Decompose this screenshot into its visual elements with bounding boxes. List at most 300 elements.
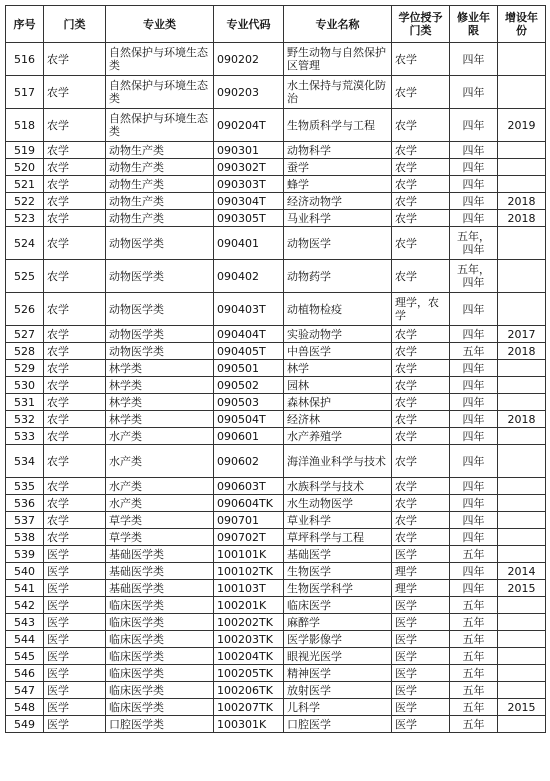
cell-name: 临床医学 bbox=[284, 597, 392, 614]
cell-code: 090403T bbox=[214, 293, 284, 326]
cell-years: 五年 bbox=[450, 343, 498, 360]
cell-no: 529 bbox=[6, 360, 44, 377]
cell-category: 医学 bbox=[44, 716, 106, 733]
cell-category: 农学 bbox=[44, 326, 106, 343]
cell-category: 农学 bbox=[44, 293, 106, 326]
table-row bbox=[6, 326, 546, 343]
cell-years: 五年 bbox=[450, 648, 498, 665]
cell-code: 100301K bbox=[214, 716, 284, 733]
cell-name: 放射医学 bbox=[284, 682, 392, 699]
cell-class: 自然保护与环境生态类 bbox=[106, 43, 214, 76]
table-row bbox=[6, 682, 546, 699]
cell-name: 林学 bbox=[284, 360, 392, 377]
cell-category: 农学 bbox=[44, 210, 106, 227]
cell-code: 090401 bbox=[214, 227, 284, 260]
cell-name: 生物医学科学 bbox=[284, 580, 392, 597]
cell-code: 090702T bbox=[214, 529, 284, 546]
table-row bbox=[6, 478, 546, 495]
cell-category: 农学 bbox=[44, 394, 106, 411]
cell-category: 农学 bbox=[44, 227, 106, 260]
cell-name: 眼视光医学 bbox=[284, 648, 392, 665]
cell-year-added bbox=[498, 716, 546, 733]
table-row bbox=[6, 699, 546, 716]
cell-code: 100101K bbox=[214, 546, 284, 563]
cell-class: 水产类 bbox=[106, 428, 214, 445]
cell-years: 四年 bbox=[450, 176, 498, 193]
table-row bbox=[6, 512, 546, 529]
cell-category: 医学 bbox=[44, 699, 106, 716]
cell-years: 五年 bbox=[450, 682, 498, 699]
cell-name: 蚕学 bbox=[284, 159, 392, 176]
cell-years: 五年 bbox=[450, 546, 498, 563]
cell-name: 儿科学 bbox=[284, 699, 392, 716]
cell-years: 四年 bbox=[450, 210, 498, 227]
table-row bbox=[6, 260, 546, 293]
cell-code: 090301 bbox=[214, 142, 284, 159]
cell-no: 540 bbox=[6, 563, 44, 580]
cell-years: 五年，四年 bbox=[450, 227, 498, 260]
cell-category: 医学 bbox=[44, 665, 106, 682]
cell-years: 五年 bbox=[450, 597, 498, 614]
table-body bbox=[6, 43, 546, 733]
cell-no: 524 bbox=[6, 227, 44, 260]
cell-year-added bbox=[498, 159, 546, 176]
cell-degree: 农学 bbox=[392, 43, 450, 76]
cell-years: 五年，四年 bbox=[450, 260, 498, 293]
cell-no: 548 bbox=[6, 699, 44, 716]
cell-name: 麻醉学 bbox=[284, 614, 392, 631]
table-row bbox=[6, 665, 546, 682]
cell-degree: 农学 bbox=[392, 377, 450, 394]
table-row bbox=[6, 76, 546, 109]
cell-degree: 医学 bbox=[392, 631, 450, 648]
table-row bbox=[6, 529, 546, 546]
table-row bbox=[6, 43, 546, 76]
cell-class: 自然保护与环境生态类 bbox=[106, 109, 214, 142]
cell-degree: 医学 bbox=[392, 665, 450, 682]
cell-year-added: 2018 bbox=[498, 193, 546, 210]
cell-degree: 农学 bbox=[392, 109, 450, 142]
cell-category: 农学 bbox=[44, 142, 106, 159]
cell-class: 林学类 bbox=[106, 394, 214, 411]
cell-class: 林学类 bbox=[106, 377, 214, 394]
cell-code: 100205TK bbox=[214, 665, 284, 682]
cell-name: 动物药学 bbox=[284, 260, 392, 293]
cell-class: 草学类 bbox=[106, 529, 214, 546]
table-row bbox=[6, 142, 546, 159]
cell-code: 090601 bbox=[214, 428, 284, 445]
cell-name: 马业科学 bbox=[284, 210, 392, 227]
cell-degree: 医学 bbox=[392, 597, 450, 614]
table-row bbox=[6, 293, 546, 326]
cell-degree: 理学 bbox=[392, 580, 450, 597]
cell-years: 四年 bbox=[450, 563, 498, 580]
cell-no: 544 bbox=[6, 631, 44, 648]
cell-degree: 农学 bbox=[392, 76, 450, 109]
cell-year-added: 2018 bbox=[498, 210, 546, 227]
cell-class: 基础医学类 bbox=[106, 580, 214, 597]
cell-year-added: 2015 bbox=[498, 699, 546, 716]
cell-name: 经济林 bbox=[284, 411, 392, 428]
table-row bbox=[6, 631, 546, 648]
cell-no: 536 bbox=[6, 495, 44, 512]
cell-class: 临床医学类 bbox=[106, 682, 214, 699]
cell-category: 医学 bbox=[44, 563, 106, 580]
table-header bbox=[6, 6, 546, 43]
cell-degree: 农学 bbox=[392, 478, 450, 495]
header-category: 门类 bbox=[44, 6, 106, 43]
cell-year-added bbox=[498, 546, 546, 563]
cell-code: 090302T bbox=[214, 159, 284, 176]
cell-degree: 农学 bbox=[392, 142, 450, 159]
cell-year-added bbox=[498, 631, 546, 648]
cell-degree: 医学 bbox=[392, 546, 450, 563]
cell-code: 090503 bbox=[214, 394, 284, 411]
cell-no: 538 bbox=[6, 529, 44, 546]
cell-years: 五年 bbox=[450, 631, 498, 648]
cell-no: 528 bbox=[6, 343, 44, 360]
cell-code: 100102TK bbox=[214, 563, 284, 580]
cell-years: 四年 bbox=[450, 159, 498, 176]
cell-year-added bbox=[498, 614, 546, 631]
cell-name: 实验动物学 bbox=[284, 326, 392, 343]
cell-year-added bbox=[498, 648, 546, 665]
cell-years: 四年 bbox=[450, 360, 498, 377]
cell-category: 农学 bbox=[44, 377, 106, 394]
cell-year-added bbox=[498, 529, 546, 546]
cell-year-added: 2015 bbox=[498, 580, 546, 597]
cell-no: 547 bbox=[6, 682, 44, 699]
cell-year-added bbox=[498, 495, 546, 512]
cell-no: 527 bbox=[6, 326, 44, 343]
cell-year-added bbox=[498, 428, 546, 445]
cell-year-added bbox=[498, 512, 546, 529]
cell-name: 动植物检疫 bbox=[284, 293, 392, 326]
cell-class: 水产类 bbox=[106, 495, 214, 512]
cell-degree: 农学 bbox=[392, 445, 450, 478]
header-degree: 学位授予门类 bbox=[392, 6, 450, 43]
cell-degree: 农学 bbox=[392, 176, 450, 193]
cell-degree: 农学 bbox=[392, 394, 450, 411]
cell-years: 四年 bbox=[450, 478, 498, 495]
cell-name: 水族科学与技术 bbox=[284, 478, 392, 495]
majors-table bbox=[5, 5, 546, 733]
cell-years: 四年 bbox=[450, 193, 498, 210]
cell-class: 临床医学类 bbox=[106, 631, 214, 648]
cell-degree: 医学 bbox=[392, 614, 450, 631]
table-row bbox=[6, 614, 546, 631]
cell-degree: 农学 bbox=[392, 411, 450, 428]
cell-class: 动物生产类 bbox=[106, 193, 214, 210]
cell-name: 草业科学 bbox=[284, 512, 392, 529]
cell-name: 海洋渔业科学与技术 bbox=[284, 445, 392, 478]
cell-name: 生物医学 bbox=[284, 563, 392, 580]
table-row bbox=[6, 176, 546, 193]
cell-class: 林学类 bbox=[106, 360, 214, 377]
cell-years: 四年 bbox=[450, 43, 498, 76]
cell-degree: 医学 bbox=[392, 716, 450, 733]
cell-no: 519 bbox=[6, 142, 44, 159]
cell-no: 542 bbox=[6, 597, 44, 614]
cell-name: 精神医学 bbox=[284, 665, 392, 682]
cell-category: 医学 bbox=[44, 546, 106, 563]
table-row bbox=[6, 428, 546, 445]
cell-name: 园林 bbox=[284, 377, 392, 394]
cell-code: 090204T bbox=[214, 109, 284, 142]
cell-degree: 医学 bbox=[392, 682, 450, 699]
cell-category: 医学 bbox=[44, 597, 106, 614]
table-row bbox=[6, 411, 546, 428]
cell-code: 090502 bbox=[214, 377, 284, 394]
cell-class: 临床医学类 bbox=[106, 597, 214, 614]
cell-no: 534 bbox=[6, 445, 44, 478]
cell-year-added: 2018 bbox=[498, 343, 546, 360]
cell-no: 520 bbox=[6, 159, 44, 176]
cell-no: 546 bbox=[6, 665, 44, 682]
cell-name: 基础医学 bbox=[284, 546, 392, 563]
cell-year-added bbox=[498, 227, 546, 260]
cell-no: 522 bbox=[6, 193, 44, 210]
header-name: 专业名称 bbox=[284, 6, 392, 43]
cell-no: 535 bbox=[6, 478, 44, 495]
cell-code: 090404T bbox=[214, 326, 284, 343]
cell-class: 动物医学类 bbox=[106, 260, 214, 293]
table-row bbox=[6, 546, 546, 563]
cell-degree: 农学 bbox=[392, 193, 450, 210]
cell-year-added bbox=[498, 293, 546, 326]
cell-year-added bbox=[498, 445, 546, 478]
table-row bbox=[6, 109, 546, 142]
cell-degree: 农学 bbox=[392, 260, 450, 293]
cell-years: 四年 bbox=[450, 512, 498, 529]
table-row bbox=[6, 563, 546, 580]
cell-years: 四年 bbox=[450, 411, 498, 428]
cell-no: 526 bbox=[6, 293, 44, 326]
cell-class: 动物医学类 bbox=[106, 343, 214, 360]
cell-year-added bbox=[498, 597, 546, 614]
cell-name: 生物质科学与工程 bbox=[284, 109, 392, 142]
cell-code: 090203 bbox=[214, 76, 284, 109]
cell-years: 四年 bbox=[450, 377, 498, 394]
cell-degree: 农学 bbox=[392, 326, 450, 343]
cell-category: 农学 bbox=[44, 343, 106, 360]
cell-category: 医学 bbox=[44, 614, 106, 631]
cell-year-added bbox=[498, 360, 546, 377]
cell-category: 农学 bbox=[44, 411, 106, 428]
cell-name: 野生动物与自然保护区管理 bbox=[284, 43, 392, 76]
cell-degree: 农学 bbox=[392, 529, 450, 546]
cell-year-added bbox=[498, 76, 546, 109]
cell-class: 临床医学类 bbox=[106, 665, 214, 682]
cell-code: 090305T bbox=[214, 210, 284, 227]
cell-class: 草学类 bbox=[106, 512, 214, 529]
cell-category: 农学 bbox=[44, 159, 106, 176]
cell-name: 中兽医学 bbox=[284, 343, 392, 360]
table-row bbox=[6, 648, 546, 665]
cell-years: 四年 bbox=[450, 326, 498, 343]
cell-name: 水产养殖学 bbox=[284, 428, 392, 445]
cell-year-added bbox=[498, 142, 546, 159]
cell-no: 539 bbox=[6, 546, 44, 563]
cell-no: 517 bbox=[6, 76, 44, 109]
cell-category: 农学 bbox=[44, 512, 106, 529]
cell-degree: 医学 bbox=[392, 648, 450, 665]
cell-year-added bbox=[498, 665, 546, 682]
cell-year-added: 2014 bbox=[498, 563, 546, 580]
table-row bbox=[6, 377, 546, 394]
cell-code: 090405T bbox=[214, 343, 284, 360]
cell-code: 100207TK bbox=[214, 699, 284, 716]
header-no: 序号 bbox=[6, 6, 44, 43]
cell-name: 口腔医学 bbox=[284, 716, 392, 733]
table-row bbox=[6, 445, 546, 478]
cell-no: 523 bbox=[6, 210, 44, 227]
cell-class: 动物生产类 bbox=[106, 142, 214, 159]
cell-no: 516 bbox=[6, 43, 44, 76]
cell-name: 经济动物学 bbox=[284, 193, 392, 210]
cell-no: 545 bbox=[6, 648, 44, 665]
cell-class: 基础医学类 bbox=[106, 546, 214, 563]
cell-class: 动物生产类 bbox=[106, 210, 214, 227]
table-row bbox=[6, 580, 546, 597]
table-row bbox=[6, 227, 546, 260]
cell-years: 四年 bbox=[450, 495, 498, 512]
table-row bbox=[6, 495, 546, 512]
table-row bbox=[6, 360, 546, 377]
cell-code: 090402 bbox=[214, 260, 284, 293]
cell-no: 530 bbox=[6, 377, 44, 394]
cell-code: 100201K bbox=[214, 597, 284, 614]
cell-no: 541 bbox=[6, 580, 44, 597]
cell-code: 090602 bbox=[214, 445, 284, 478]
cell-category: 农学 bbox=[44, 176, 106, 193]
cell-category: 医学 bbox=[44, 682, 106, 699]
cell-years: 五年 bbox=[450, 716, 498, 733]
cell-year-added: 2019 bbox=[498, 109, 546, 142]
cell-name: 动物医学 bbox=[284, 227, 392, 260]
cell-code: 100204TK bbox=[214, 648, 284, 665]
cell-years: 四年 bbox=[450, 529, 498, 546]
cell-years: 五年 bbox=[450, 699, 498, 716]
cell-code: 090303T bbox=[214, 176, 284, 193]
cell-name: 水生动物医学 bbox=[284, 495, 392, 512]
cell-year-added bbox=[498, 377, 546, 394]
cell-years: 四年 bbox=[450, 76, 498, 109]
cell-code: 090603T bbox=[214, 478, 284, 495]
header-years: 修业年限 bbox=[450, 6, 498, 43]
cell-year-added: 2017 bbox=[498, 326, 546, 343]
cell-degree: 农学 bbox=[392, 360, 450, 377]
cell-class: 林学类 bbox=[106, 411, 214, 428]
header-class: 专业类 bbox=[106, 6, 214, 43]
cell-code: 100103T bbox=[214, 580, 284, 597]
cell-years: 四年 bbox=[450, 394, 498, 411]
cell-class: 动物生产类 bbox=[106, 159, 214, 176]
cell-no: 543 bbox=[6, 614, 44, 631]
cell-category: 医学 bbox=[44, 631, 106, 648]
cell-years: 四年 bbox=[450, 445, 498, 478]
cell-no: 537 bbox=[6, 512, 44, 529]
cell-degree: 医学 bbox=[392, 699, 450, 716]
table-row bbox=[6, 597, 546, 614]
cell-category: 农学 bbox=[44, 360, 106, 377]
cell-category: 农学 bbox=[44, 478, 106, 495]
cell-name: 草坪科学与工程 bbox=[284, 529, 392, 546]
cell-years: 四年 bbox=[450, 293, 498, 326]
cell-degree: 理学 bbox=[392, 563, 450, 580]
cell-years: 四年 bbox=[450, 580, 498, 597]
cell-class: 动物生产类 bbox=[106, 176, 214, 193]
majors-table-container bbox=[5, 5, 546, 733]
header-code: 专业代码 bbox=[214, 6, 284, 43]
cell-year-added bbox=[498, 478, 546, 495]
cell-degree: 理学，农学 bbox=[392, 293, 450, 326]
cell-class: 水产类 bbox=[106, 478, 214, 495]
cell-category: 农学 bbox=[44, 529, 106, 546]
header-year-added: 增设年份 bbox=[498, 6, 546, 43]
cell-degree: 农学 bbox=[392, 512, 450, 529]
cell-years: 五年 bbox=[450, 665, 498, 682]
cell-class: 动物医学类 bbox=[106, 293, 214, 326]
table-row bbox=[6, 343, 546, 360]
cell-category: 农学 bbox=[44, 428, 106, 445]
cell-year-added bbox=[498, 260, 546, 293]
cell-no: 533 bbox=[6, 428, 44, 445]
cell-class: 临床医学类 bbox=[106, 648, 214, 665]
cell-code: 090604TK bbox=[214, 495, 284, 512]
cell-no: 518 bbox=[6, 109, 44, 142]
cell-code: 090202 bbox=[214, 43, 284, 76]
cell-class: 水产类 bbox=[106, 445, 214, 478]
cell-name: 森林保护 bbox=[284, 394, 392, 411]
cell-category: 医学 bbox=[44, 648, 106, 665]
cell-years: 四年 bbox=[450, 109, 498, 142]
cell-category: 农学 bbox=[44, 193, 106, 210]
cell-code: 100206TK bbox=[214, 682, 284, 699]
cell-degree: 农学 bbox=[392, 210, 450, 227]
cell-years: 四年 bbox=[450, 428, 498, 445]
table-row bbox=[6, 159, 546, 176]
cell-name: 蜂学 bbox=[284, 176, 392, 193]
cell-name: 动物科学 bbox=[284, 142, 392, 159]
cell-code: 090501 bbox=[214, 360, 284, 377]
cell-years: 五年 bbox=[450, 614, 498, 631]
cell-code: 100203TK bbox=[214, 631, 284, 648]
cell-year-added bbox=[498, 394, 546, 411]
cell-class: 口腔医学类 bbox=[106, 716, 214, 733]
cell-category: 农学 bbox=[44, 260, 106, 293]
cell-name: 水土保持与荒漠化防治 bbox=[284, 76, 392, 109]
cell-class: 动物医学类 bbox=[106, 326, 214, 343]
cell-code: 090304T bbox=[214, 193, 284, 210]
cell-no: 525 bbox=[6, 260, 44, 293]
cell-no: 549 bbox=[6, 716, 44, 733]
cell-degree: 农学 bbox=[392, 159, 450, 176]
cell-class: 基础医学类 bbox=[106, 563, 214, 580]
cell-degree: 农学 bbox=[392, 227, 450, 260]
cell-category: 农学 bbox=[44, 109, 106, 142]
cell-class: 临床医学类 bbox=[106, 699, 214, 716]
cell-class: 临床医学类 bbox=[106, 614, 214, 631]
cell-code: 090504T bbox=[214, 411, 284, 428]
table-row bbox=[6, 716, 546, 733]
cell-category: 农学 bbox=[44, 43, 106, 76]
cell-year-added bbox=[498, 176, 546, 193]
cell-no: 532 bbox=[6, 411, 44, 428]
cell-degree: 农学 bbox=[392, 343, 450, 360]
cell-degree: 农学 bbox=[392, 428, 450, 445]
table-row bbox=[6, 210, 546, 227]
